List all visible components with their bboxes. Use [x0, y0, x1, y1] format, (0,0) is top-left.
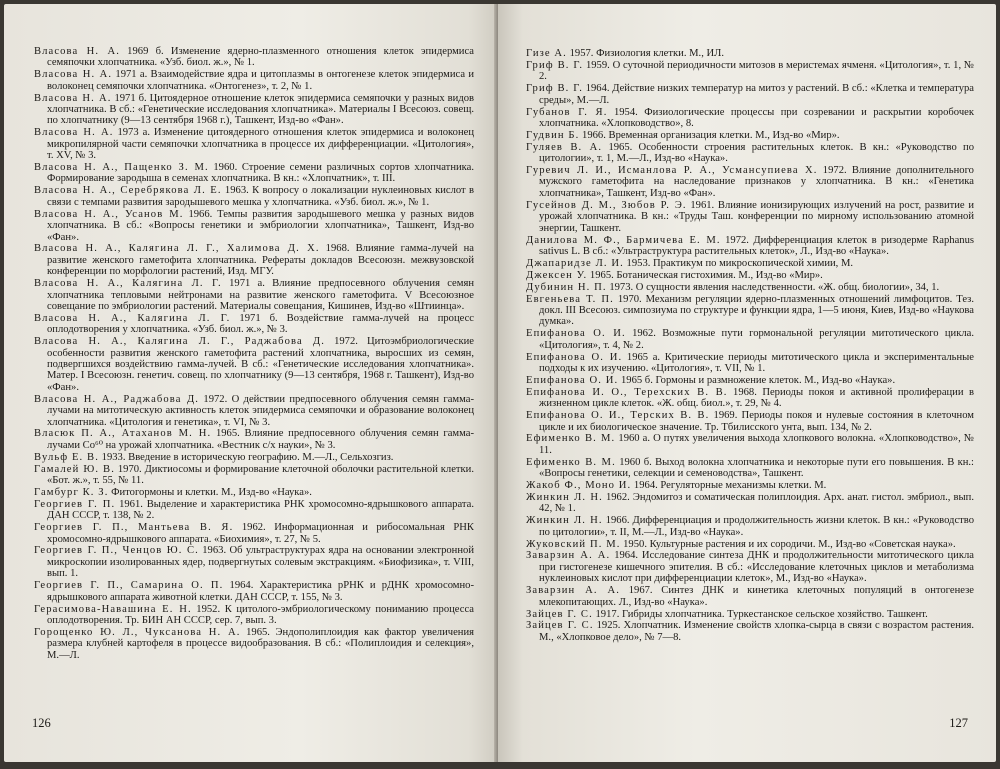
- entry-author: Ефименко В. М.: [526, 433, 616, 445]
- bibliography-entry: [526, 294, 974, 328]
- entry-author: Гизе А.: [526, 48, 567, 59]
- entry-text: 1964. Действие низких температур на митоз у растений. В сб.: «Клетка и температура среды», М.—Л.: [539, 83, 974, 106]
- entry-text: 1957. Физиология клетки. М., ИЛ.: [569, 48, 724, 59]
- entry-text: Фитогормоны и клетки. М., Изд-во «Наука».: [111, 486, 312, 498]
- entry-author: Епифанова О. И.: [526, 351, 623, 363]
- entry-author: Ефименко В. М.: [526, 456, 616, 468]
- bibliography-entry: [526, 352, 974, 375]
- entry-text: 1960. Строение семени различных сортов хлопчатника. Формирование зародыша в семенах хлопчатника. В кн.: «Хлопчатник», т. III.: [47, 162, 474, 185]
- entry-author: Власюк П. А., Атаханов М. Н.: [34, 428, 212, 440]
- entry-text: 1970. Механизм регуляции ядерно-плазменных отношений лимфоцитов. Тез. докл. III Всесоюз. симпозиума по структуре и функции ядра, 1—5 июня, Киев, Изд-во «Наукова думка».: [539, 293, 974, 328]
- entry-author: Власова Н. А.: [34, 69, 113, 81]
- bibliography-entry: [34, 464, 474, 487]
- entry-text: 1960 б. Выход волокна хлопчатника и некоторые пути его повышения. В кн.: «Вопросы генетики, селекции и семеноводства», Ташкент.: [539, 456, 975, 480]
- bibliography-entry: [526, 200, 974, 234]
- entry-author: Губанов Г. Я.: [526, 106, 608, 118]
- entry-text: 1959. О суточной периодичности митозов в меристемах ячменя. «Цитология», т. 1, № 2.: [539, 59, 974, 83]
- entry-author: Власова Н. А., Калягина Л. Г., Халимова Д. Х.: [34, 243, 320, 255]
- bibliography-entry: [34, 545, 474, 579]
- entry-author: Епифанова О. И.: [526, 328, 626, 340]
- entry-author: Жинкин Л. Н.: [526, 515, 603, 527]
- entry-text: 1960 а. О путях увеличения выхода хлопкового волокна. «Хлопководство», № 11.: [539, 433, 974, 456]
- bibliography-entry: [526, 492, 974, 515]
- entry-author: Георгиев Г. П., Мантьева В. Я.: [34, 522, 234, 534]
- entry-text: 1966. Временная организация клетки. М., Изд-во «Мир».: [582, 129, 840, 141]
- entry-text: 1972. О действии предпосевного облучения семян гамма-лучами на митотическую активность клеток эпидермиса семяпочки и образование волоконец хлопчатника. «Цитология и генетика», т. VI, № 3.: [47, 393, 474, 428]
- entry-text: 1965. Влияние предпосевного облучения семян гамма-лучами Со⁶⁰ на урожай хлопчатника. «Вестник с/х науки», № 3.: [47, 428, 474, 451]
- entry-author: Епифанова И. О., Терехских В. В.: [526, 386, 728, 398]
- entry-author: Жуковский П. М.: [526, 538, 621, 550]
- entry-text: 1969. Периоды покоя и нулевые состояния в клеточном цикле и их биологическое значение. Тр. Тбилисского унта, вып. 134, № 2.: [539, 410, 975, 433]
- entry-author: Джапаридзе Л. И.: [526, 257, 624, 269]
- entry-author: Гуревич Л. И., Исманлова Р. А., Усмансупиева Х.: [526, 165, 818, 177]
- entry-text: 1961. Влияние ионизирующих излучений на рост, развитие и урожай хлопчатника. В кн.: «Труды Таш. конференции по мирному использованию атомной энергии, Ташкент.: [539, 199, 974, 234]
- bibliography-entry: [526, 457, 974, 480]
- entry-text: 1953. Практикум по микроскопической химии, М.: [626, 257, 854, 269]
- entry-author: Горощенко Ю. Л., Чуксанова Н. А.: [34, 626, 241, 638]
- right-page: [498, 4, 996, 762]
- bibliography-entry: [34, 452, 474, 463]
- bibliography-entry: [34, 604, 474, 627]
- left-page-bibliography: [34, 46, 474, 662]
- entry-text: 1968. Влияние гамма-лучей на развитие женского гаметофита хлопчатника. Рефераты докладов Всесоюзн. межвузовской конференции по морфологии растений, Изд. МГУ.: [47, 243, 474, 278]
- entry-author: Епифанова О. И.: [526, 374, 619, 386]
- entry-author: Власова Н. А.: [34, 46, 120, 57]
- entry-text: 1965 а. Критические периоды митотического цикла и экспериментальные подходы к их изучению. «Цитология», т. VII, № 1.: [539, 351, 974, 374]
- bibliography-entry: [526, 539, 974, 550]
- entry-text: 1933. Введение в историческую географию. М.—Л., Сельхозгиз.: [101, 451, 394, 463]
- entry-author: Евгеньева Т. П.: [526, 293, 614, 305]
- entry-text: 1962. Информационная и рибосомальная РНК хромосомно-ядрышкового аппарата. «Биохимия», т. 27, № 5.: [47, 522, 474, 545]
- bibliography-entry: [34, 243, 474, 277]
- entry-author: Заварзин А. А.: [526, 550, 611, 562]
- bibliography-entry: [34, 162, 474, 185]
- entry-author: Гриф В. Г.: [526, 83, 583, 95]
- bibliography-entry: [526, 410, 974, 433]
- entry-text: 1925. Хлопчатник. Изменение свойств хлопка-сырца в связи с возрастом растения. М., «Хлопковое дело», № 7—8.: [539, 620, 974, 643]
- entry-author: Зайцев Г. С.: [526, 608, 593, 620]
- right-page-number: 127: [949, 716, 968, 730]
- bibliography-entry: [526, 620, 974, 643]
- entry-author: Епифанова О. И., Терских В. В.: [526, 410, 710, 422]
- bibliography-entry: [526, 375, 974, 386]
- entry-text: 1961. Выделение и характеристика РНК хромосомно-ядрышкового аппарата. ДАН СССР, т. 138, № 2.: [47, 498, 474, 522]
- entry-text: 1966. Темпы развития зародышевого мешка у разных видов хлопчатника. В сб.: «Вопросы генетики и эмбриологии хлопчатника», Ташкент, Изд-во «Фан».: [47, 208, 474, 243]
- entry-author: Гамалей Ю. В.: [34, 463, 115, 475]
- bibliography-entry: [526, 387, 974, 410]
- bibliography-entry: [34, 69, 474, 92]
- bibliography-entry: [526, 270, 974, 281]
- entry-author: Власова Н. А., Усанов М.: [34, 208, 184, 220]
- entry-text: 1962. Возможные пути гормональной регуляции митотического цикла. «Цитология», т. 4, № 2.: [539, 328, 974, 351]
- bibliography-entry: [34, 394, 474, 428]
- bibliography-entry: [34, 127, 474, 161]
- bibliography-entry: [34, 428, 474, 451]
- bibliography-entry: [34, 46, 474, 69]
- entry-author: Данилова М. Ф., Бармичева Е. М.: [526, 234, 721, 246]
- entry-text: 1965. Эндополиплоидия как фактор увеличения размера клубней картофеля в процессе видообразования. В сб.: «Полиплоидия и селекция», М.—Л.: [47, 626, 474, 661]
- entry-text: 1964. Характеристика рРНК и рДНК хромосомно-ядрышкового аппарата животной клетки. ДАН СССР, т. 155, № 3.: [47, 580, 474, 603]
- bibliography-entry: [526, 258, 974, 269]
- left-page: [4, 4, 498, 762]
- bibliography-entry: [34, 627, 474, 661]
- entry-text: 1968. Периоды покоя и активной пролиферации в жизненном цикле клеток. «Ж. общ. биол.», т. 29, № 4.: [539, 386, 974, 410]
- entry-author: Гуляев В. А.: [526, 141, 603, 153]
- bibliography-entry: [526, 515, 974, 538]
- bibliography-entry: [526, 107, 974, 130]
- entry-text: 1962. Эндомитоз и соматическая полиплоидия. Арх. анат. гистол. эмбриол., вып. 42, № 1.: [539, 491, 974, 515]
- entry-text: 1917. Гибриды хлопчатника. Туркестанское сельское хозяйство. Ташкент.: [595, 608, 928, 620]
- entry-text: 1963. Об ультраструктурах ядра на основании электронной микроскопии изолированных ядер, подвергнутых солевым экстракциям. «Биофизика», т. VIII, вып. 1.: [47, 545, 474, 580]
- bibliography-entry: [34, 499, 474, 522]
- entry-text: 1965. Ботаническая гистохимия. М., Изд-во «Мир».: [589, 269, 823, 281]
- bibliography-entry: [526, 235, 974, 258]
- bibliography-entry: [526, 130, 974, 141]
- bibliography-entry: [34, 209, 474, 243]
- entry-author: Георгиев Г. П., Ченцов Ю. С.: [34, 545, 199, 557]
- entry-text: 1966. Дифференциация и продолжительность жизни клеток. В кн.: «Руководство по цитологии», т. II, М.—Л., Изд-во «Наука».: [539, 515, 975, 538]
- bibliography-entry: [526, 550, 974, 584]
- bibliography-entry: [34, 313, 474, 336]
- entry-author: Зайцев Г. С.: [526, 620, 594, 632]
- entry-author: Жакоб Ф., Моно И.: [526, 480, 632, 492]
- entry-author: Гриф В. Г.: [526, 59, 584, 71]
- entry-text: 1950. Культурные растения и их сородичи. М., Изд-во «Советская наука».: [623, 538, 956, 550]
- entry-text: 1971 а. Взаимодействие ядра и цитоплазмы в онтогенезе клеток эпидермиса и волоконец семяпочки хлопчатника. «Онтогенез», т. 2, № 1.: [47, 69, 475, 92]
- entry-text: 1963. К вопросу о локализации нуклеиновых кислот в связи с темпами развития зародышевого мешка у хлопчатника. «Узб. биол. ж.», № 1.: [47, 185, 474, 208]
- entry-author: Жинкин Л. Н.: [526, 491, 603, 503]
- right-page-bibliography: [526, 48, 974, 644]
- entry-text: 1964. Исследование синтеза ДНК и продолжительности митотического цикла при гистогенезе кишечного эпителия. В сб.: «Исследование клеточных циклов и метаболизма нуклеиновых кислот при дифференциации клеток», М., Изд-во «Наука».: [539, 550, 974, 585]
- entry-text: 1972. Дифференциация клеток в ризодерме Raphanus sativus L. В сб.: «Ультраструктура растительных клеток», Л., Изд-во «Наука».: [539, 234, 974, 257]
- entry-author: Гусейнов Д. М., Зюбов Р. Э.: [526, 199, 687, 211]
- entry-text: 1954. Физиологические процессы при созревании и раскрытии коробочек хлопчатника. «Хлопководство», 8.: [539, 106, 974, 129]
- bibliography-entry: [526, 142, 974, 165]
- bibliography-entry: [526, 60, 974, 83]
- entry-author: Гудвин Б.: [526, 129, 580, 141]
- entry-text: 1969 б. Изменение ядерно-плазменного отношения клеток эпидермиса семяпочки хлопчатника. «Узб. биол. ж.», № 1.: [47, 46, 474, 69]
- bibliography-entry: [34, 336, 474, 393]
- entry-author: Власова Н. А.: [34, 92, 112, 104]
- entry-author: Вульф Е. В.: [34, 451, 99, 463]
- bibliography-entry: [526, 480, 974, 491]
- bibliography-entry: [34, 185, 474, 208]
- bibliography-entry: [34, 487, 474, 498]
- entry-author: Власова Н. А., Пащенко З. М.: [34, 162, 209, 174]
- entry-text: 1972. Влияние дополнительного мужского гаметофита на наследование признаков у хлопчатника. В кн.: «Генетика хлопчатника», Ташкент, Изд-во «Фан».: [539, 165, 974, 199]
- entry-text: 1964. Регуляторные механизмы клетки. М.: [633, 480, 827, 492]
- entry-author: Гамбург К. З.: [34, 486, 109, 498]
- entry-text: 1971 б. Воздействие гамма-лучей на процесс оплодотворения у хлопчатника. «Узб. биол. ж.», № 3.: [47, 312, 475, 336]
- entry-text: 1967. Синтез ДНК и кинетика клеточных популяций в онтогенезе млекопитающих. Л., Изд-во «Наука».: [539, 585, 974, 608]
- bibliography-entry: [34, 522, 474, 545]
- entry-author: Власова Н. А.: [34, 127, 114, 139]
- entry-author: Власова Н. А., Калягина Л. Г.: [34, 278, 222, 290]
- entry-text: 1971 б. Цитоядерное отношение клеток эпидермиса семяпочки у разных видов хлопчатника. В сб.: «Генетические исследования хлопчатника». Материалы I Всесоюз. совещ. по хлопчатнику (9—13 сентября 1968 г.), Ташкент, Изд-во «Фан».: [47, 92, 475, 127]
- bibliography-entry: [526, 328, 974, 351]
- bibliography-entry: [526, 83, 974, 106]
- entry-author: Власова Н. А., Калягина Л. Г.: [34, 312, 231, 324]
- entry-author: Власова Н. А., Раджабова Д.: [34, 393, 200, 405]
- bibliography-entry: [34, 93, 474, 127]
- bibliography-entry: [526, 282, 974, 293]
- entry-text: 1972. Цитоэмбриологические особенности развития женского гаметофита растений хлопчатника, выросших из семян, подвергшихся воздействию гамма-лучей. В сб.: «Генетические исследования хлопчатника». Матер. I Всесоюзн. генетич. совещ. по хлопчатнику (9—13 сентября, 1968 г. Ташкент), Изд-во «Фан».: [47, 336, 474, 393]
- entry-text: 1965. Особенности строения растительных клеток. В кн.: «Руководство по цитологии», т. 1, М.—Л., Изд-во «Наука».: [539, 141, 974, 165]
- entry-text: 1971 а. Влияние предпосевного облучения семян хлопчатника тепловыми нейтронами на развитие женского гаметофита. V Всесоюзное совещание по эмбриологии растений. Материалы совещания, Кишинев, Изд-во «Штиинца».: [47, 278, 474, 312]
- entry-author: Джексен У.: [526, 269, 588, 281]
- bibliography-entry: [526, 165, 974, 199]
- entry-text: 1965 б. Гормоны и размножение клеток. М., Изд-во «Наука».: [620, 374, 896, 386]
- entry-author: Заварзин А. А.: [526, 585, 620, 597]
- bibliography-entry: [526, 609, 974, 620]
- entry-text: 1970. Диктиосомы и формирование клеточной оболочки растительной клетки. «Бот. ж.», т. 55, № 11.: [47, 463, 474, 487]
- entry-text: 1952. К цитолого-эмбриологическому пониманию процесса оплодотворения. Тр. БИН АН СССР, сер. 7, вып. 3.: [47, 603, 474, 626]
- bibliography-entry: [526, 48, 974, 59]
- entry-author: Власова Н. А., Калягина Л. Г., Раджабова Д.: [34, 336, 326, 348]
- left-page-number: 126: [32, 716, 51, 730]
- entry-author: Георгиев Г. П., Самарина О. П.: [34, 580, 224, 592]
- entry-text: 1973 а. Изменение цитоядерного отношения клеток эпидермиса и волоконец микропилярной части семяпочки хлопчатника в процессе их дифференциации. «Цитология», т. XV, № 3.: [47, 127, 475, 162]
- bibliography-entry: [526, 585, 974, 608]
- bibliography-entry: [34, 278, 474, 312]
- bibliography-entry: [526, 433, 974, 456]
- entry-text: 1973. О сущности явления наследственности. «Ж. общ. биологии», 34, 1.: [609, 281, 940, 293]
- entry-author: Георгиев Г. П.: [34, 498, 116, 510]
- entry-author: Власова Н. А., Серебрякова Л. Е.: [34, 185, 222, 197]
- entry-author: Дубинин Н. П.: [526, 281, 607, 293]
- bibliography-entry: [34, 580, 474, 603]
- entry-author: Герасимова-Навашина Е. Н.: [34, 603, 192, 615]
